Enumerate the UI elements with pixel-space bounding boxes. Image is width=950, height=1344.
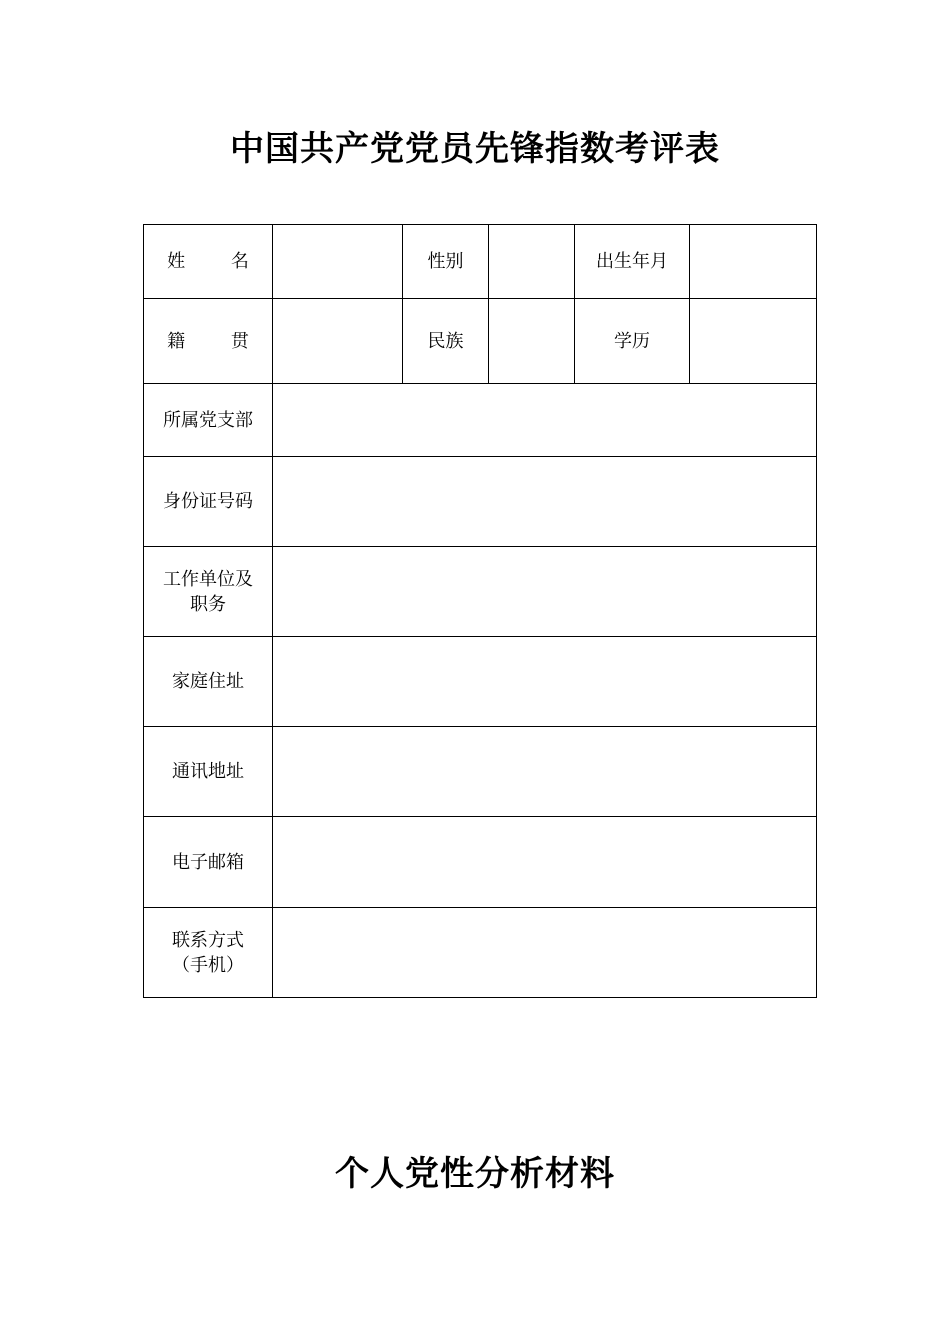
contact-phone-label: 联系方式 （手机） [144, 908, 273, 998]
mailing-address-field[interactable] [273, 727, 817, 817]
table-row [144, 727, 817, 817]
birth-date-field[interactable] [690, 225, 817, 299]
table-row [144, 817, 817, 908]
table-row [144, 908, 817, 998]
education-label: 学历 [575, 299, 690, 384]
email-label: 电子邮箱 [144, 817, 273, 908]
id-number-label: 身份证号码 [144, 457, 273, 547]
name-field[interactable] [273, 225, 403, 299]
table-row [144, 225, 817, 299]
mailing-address-label: 通讯地址 [144, 727, 273, 817]
home-address-field[interactable] [273, 637, 817, 727]
home-address-label: 家庭住址 [144, 637, 273, 727]
table-row [144, 457, 817, 547]
table-row [144, 299, 817, 384]
document-title: 中国共产党党员先锋指数考评表 [230, 129, 720, 169]
work-unit-field[interactable] [273, 547, 817, 637]
party-branch-field[interactable] [273, 384, 817, 457]
ethnicity-field[interactable] [489, 299, 575, 384]
section-title: 个人党性分析材料 [335, 1154, 615, 1194]
native-place-field[interactable] [273, 299, 403, 384]
table-row [144, 637, 817, 727]
email-field[interactable] [273, 817, 817, 908]
gender-label: 性别 [403, 225, 489, 299]
party-branch-label: 所属党支部 [144, 384, 273, 457]
education-field[interactable] [690, 299, 817, 384]
id-number-field[interactable] [273, 457, 817, 547]
work-unit-label: 工作单位及 职务 [144, 547, 273, 637]
contact-phone-field[interactable] [273, 908, 817, 998]
native-place-label: 籍 贯 [144, 299, 273, 384]
gender-field[interactable] [489, 225, 575, 299]
evaluation-form-table [143, 224, 817, 998]
table-row [144, 384, 817, 457]
birth-date-label: 出生年月 [575, 225, 690, 299]
table-row [144, 547, 817, 637]
name-label: 姓 名 [144, 225, 273, 299]
ethnicity-label: 民族 [403, 299, 489, 384]
